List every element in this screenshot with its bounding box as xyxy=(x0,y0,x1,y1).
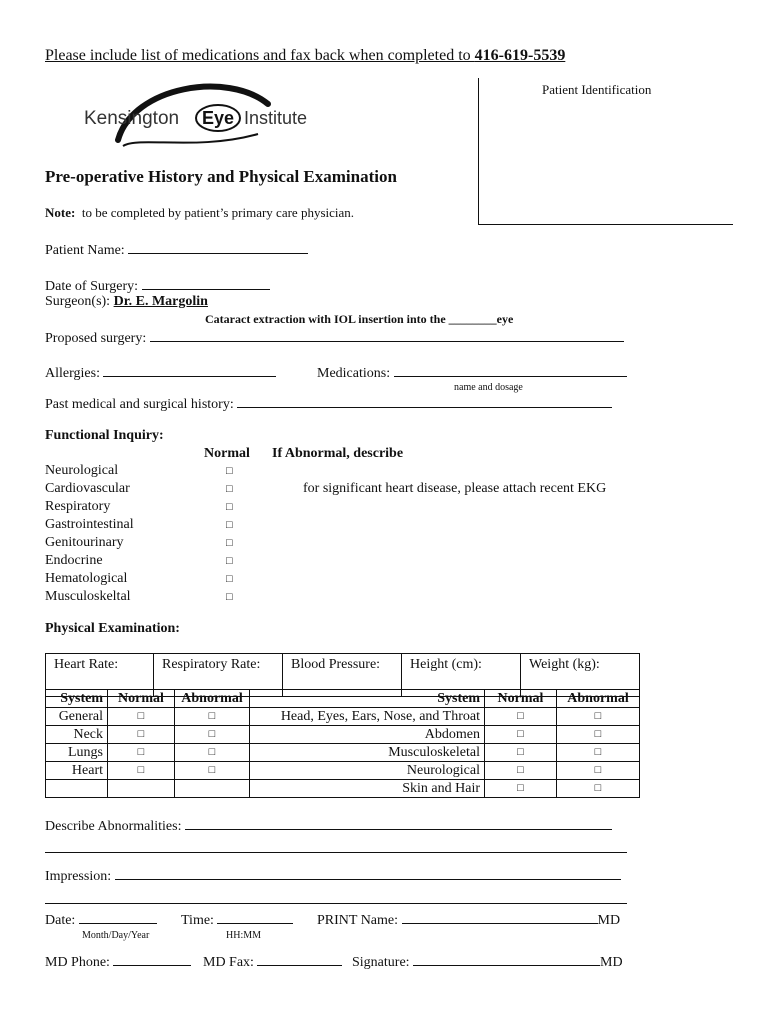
surgeons-field xyxy=(45,294,208,310)
exam-system-header-left: System xyxy=(46,690,108,708)
signature-line[interactable] xyxy=(413,953,600,966)
fi-system-label: Endocrine xyxy=(45,553,103,568)
surgeon-value: Dr. E. Margolin xyxy=(113,294,208,309)
exam-system-right: Abdomen xyxy=(250,726,485,744)
describe-abnormalities-label: Describe Abnormalities: xyxy=(45,819,182,834)
exam-system-left: Neck xyxy=(46,726,108,744)
exam-row xyxy=(46,744,640,762)
exam-table xyxy=(45,689,640,798)
md-phone-field[interactable] xyxy=(45,953,191,971)
respiratory-rate-label: Respiratory Rate: xyxy=(162,657,261,672)
fi-system-label: Hematological xyxy=(45,571,128,586)
allergies-line[interactable] xyxy=(103,364,276,377)
heart-rate-label: Heart Rate: xyxy=(54,657,119,672)
medications-label: Medications: xyxy=(317,366,391,381)
note-text: to be completed by patient’s primary care physician. xyxy=(81,205,355,220)
time-field[interactable] xyxy=(181,911,293,929)
height-label: Height (cm): xyxy=(410,657,482,672)
exam-abnormal-checkbox-right[interactable]: □ xyxy=(557,762,640,780)
date-field[interactable] xyxy=(45,911,157,929)
logo-text-b: Eye xyxy=(202,108,235,128)
fi-normal-checkbox[interactable]: □ xyxy=(226,465,233,477)
print-name-md: MD xyxy=(597,913,621,928)
exam-system-left: Lungs xyxy=(46,744,108,762)
exam-normal-checkbox-right[interactable]: □ xyxy=(485,780,557,798)
exam-abnormal-header-right: Abnormal xyxy=(557,690,640,708)
md-phone-line[interactable] xyxy=(113,953,191,966)
name-and-dosage-hint: name and dosage xyxy=(454,382,523,393)
exam-normal-checkbox-left[interactable]: □ xyxy=(108,744,175,762)
exam-system-right: Head, Eyes, Ears, Nose, and Throat xyxy=(250,708,485,726)
cataract-line: Cataract extraction with IOL insertion into the ________eye xyxy=(205,312,514,326)
medications-line[interactable] xyxy=(394,364,627,377)
print-name-label: PRINT Name: xyxy=(317,913,399,928)
surgeons-label: Surgeon(s): xyxy=(45,294,111,309)
fi-system-label: Cardiovascular xyxy=(45,481,130,496)
exam-normal-checkbox-right[interactable]: □ xyxy=(485,726,557,744)
kensington-eye-institute-logo xyxy=(78,76,308,156)
fi-system-label: Respiratory xyxy=(45,499,111,514)
fi-normal-checkbox[interactable]: □ xyxy=(226,573,233,585)
fi-normal-checkbox[interactable]: □ xyxy=(226,501,233,513)
date-hint: Month/Day/Year xyxy=(82,930,150,941)
proposed-surgery-field[interactable] xyxy=(45,329,624,347)
print-name-field[interactable] xyxy=(317,911,620,929)
physical-exam-heading: Physical Examination: xyxy=(45,621,180,636)
patient-name-line[interactable] xyxy=(128,241,308,254)
exam-row xyxy=(46,762,640,780)
date-line[interactable] xyxy=(79,911,157,924)
fi-system-label: Musculoskeltal xyxy=(45,589,131,604)
impression-field[interactable] xyxy=(45,867,621,885)
proposed-surgery-line[interactable] xyxy=(150,329,624,342)
note xyxy=(45,205,354,221)
fi-normal-checkbox[interactable]: □ xyxy=(226,555,233,567)
allergies-field[interactable] xyxy=(45,364,276,382)
exam-abnormal-checkbox-left[interactable]: □ xyxy=(175,708,250,726)
signature-label: Signature: xyxy=(352,955,410,970)
time-label: Time: xyxy=(181,913,214,928)
exam-abnormal-header-left: Abnormal xyxy=(175,690,250,708)
time-line[interactable] xyxy=(217,911,293,924)
exam-system-right: Neurological xyxy=(250,762,485,780)
medications-field[interactable] xyxy=(317,364,627,382)
exam-abnormal-checkbox-left[interactable]: □ xyxy=(175,726,250,744)
describe-abnormalities-field[interactable] xyxy=(45,817,612,835)
exam-abnormal-checkbox-left xyxy=(175,780,250,798)
exam-system-right: Musculoskeletal xyxy=(250,744,485,762)
exam-normal-checkbox-right[interactable]: □ xyxy=(485,744,557,762)
fi-system-label: Genitourinary xyxy=(45,535,124,550)
print-name-line[interactable] xyxy=(402,911,598,924)
exam-row xyxy=(46,780,640,798)
impression-line[interactable] xyxy=(115,867,621,880)
exam-system-right: Skin and Hair xyxy=(250,780,485,798)
exam-normal-checkbox-left[interactable]: □ xyxy=(108,708,175,726)
exam-normal-checkbox-right[interactable]: □ xyxy=(485,762,557,780)
time-hint: HH:MM xyxy=(226,930,262,941)
signature-field[interactable] xyxy=(352,953,623,971)
exam-abnormal-checkbox-right[interactable]: □ xyxy=(557,708,640,726)
past-history-line[interactable] xyxy=(237,395,612,408)
exam-system-header-right: System xyxy=(250,690,485,708)
exam-normal-checkbox-left[interactable]: □ xyxy=(108,762,175,780)
ekg-note: for significant heart disease, please attach recent EKG xyxy=(303,481,607,496)
fi-abnormal-header: If Abnormal, describe xyxy=(272,446,404,461)
fi-normal-checkbox[interactable]: □ xyxy=(226,519,233,531)
md-phone-label: MD Phone: xyxy=(45,955,110,970)
patient-identification-box[interactable] xyxy=(478,78,733,225)
past-history-label: Past medical and surgical history: xyxy=(45,397,234,412)
fi-system-label: Gastrointestinal xyxy=(45,517,134,532)
functional-inquiry-heading: Functional Inquiry: xyxy=(45,428,164,443)
logo-text-c: Institute xyxy=(244,108,308,128)
fi-normal-checkbox[interactable]: □ xyxy=(226,537,233,549)
page-title: Pre-operative History and Physical Examination xyxy=(45,167,397,186)
date-of-surgery-label: Date of Surgery: xyxy=(45,279,139,294)
blood-pressure-label: Blood Pressure: xyxy=(291,657,381,672)
exam-row xyxy=(46,708,640,726)
exam-abnormal-checkbox-left[interactable]: □ xyxy=(175,762,250,780)
impression-line-2[interactable] xyxy=(45,889,627,904)
fi-system-label: Neurological xyxy=(45,463,119,478)
md-fax-field[interactable] xyxy=(203,953,342,971)
fax-number: 416-619-5539 xyxy=(474,47,566,64)
fi-normal-header: Normal xyxy=(204,446,250,461)
date-label: Date: xyxy=(45,913,76,928)
exam-row xyxy=(46,726,640,744)
exam-system-left xyxy=(46,780,108,798)
md-fax-line[interactable] xyxy=(257,953,342,966)
note-label: Note: xyxy=(45,205,76,220)
exam-normal-header-right: Normal xyxy=(485,690,557,708)
exam-abnormal-checkbox-left[interactable]: □ xyxy=(175,744,250,762)
signature-md: MD xyxy=(600,955,623,970)
logo-text-a: Kensington xyxy=(84,108,180,129)
exam-system-left: General xyxy=(46,708,108,726)
allergies-label: Allergies: xyxy=(45,366,100,381)
date-of-surgery-line[interactable] xyxy=(142,277,270,290)
exam-normal-checkbox-right[interactable]: □ xyxy=(485,708,557,726)
exam-system-left: Heart xyxy=(46,762,108,780)
fi-normal-checkbox[interactable]: □ xyxy=(226,591,233,603)
patient-name-label: Patient Name: xyxy=(45,243,125,258)
date-of-surgery-field[interactable] xyxy=(45,277,270,295)
describe-abnormalities-line-2[interactable] xyxy=(45,838,627,853)
exam-abnormal-checkbox-right[interactable]: □ xyxy=(557,744,640,762)
exam-normal-checkbox-left[interactable]: □ xyxy=(108,726,175,744)
describe-abnormalities-line[interactable] xyxy=(185,817,612,830)
exam-normal-header-left: Normal xyxy=(108,690,175,708)
patient-name-field[interactable] xyxy=(45,241,308,259)
fi-normal-checkbox[interactable]: □ xyxy=(226,483,233,495)
md-fax-label: MD Fax: xyxy=(203,955,254,970)
impression-label: Impression: xyxy=(45,869,112,884)
fax-instruction-text: Please include list of medications and fax back when completed to xyxy=(45,47,475,64)
exam-abnormal-checkbox-right[interactable]: □ xyxy=(557,726,640,744)
proposed-surgery-label: Proposed surgery: xyxy=(45,331,147,346)
exam-normal-checkbox-left xyxy=(108,780,175,798)
fax-instruction xyxy=(45,47,565,65)
weight-label: Weight (kg): xyxy=(529,657,600,672)
exam-abnormal-checkbox-right[interactable]: □ xyxy=(557,780,640,798)
past-history-field[interactable] xyxy=(45,395,612,413)
patient-identification-label: Patient Identification xyxy=(542,82,652,97)
